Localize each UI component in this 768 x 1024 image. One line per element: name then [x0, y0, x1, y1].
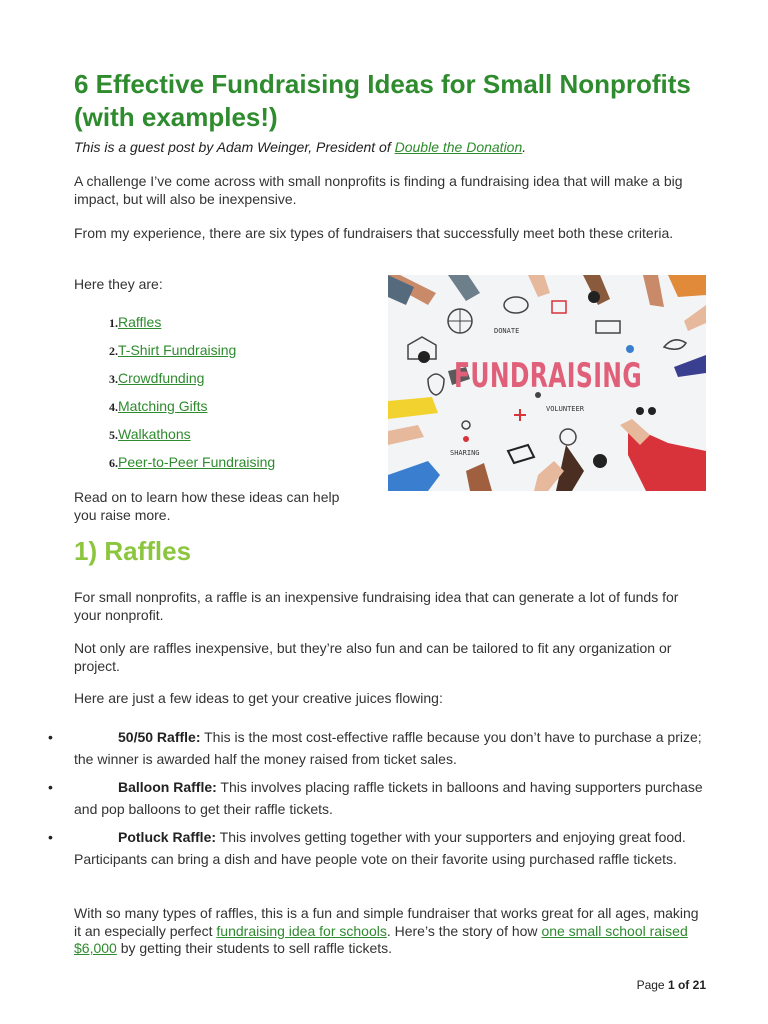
sharing-word: SHARING: [450, 449, 480, 457]
matching-gifts-link[interactable]: Matching Gifts: [118, 398, 208, 414]
raffle-type-name: Balloon Raffle:: [118, 779, 217, 795]
crowdfunding-link[interactable]: Crowdfunding: [118, 370, 205, 386]
double-the-donation-link[interactable]: Double the Donation: [394, 139, 523, 155]
fundraising-drawing: [388, 275, 706, 491]
raffle-type-description: This involves placing raffle tickets in balloons and having supporters purchase and pop balloons to get their raffle tickets.: [74, 779, 703, 817]
list-item: [74, 424, 354, 452]
current-page: 1: [667, 978, 675, 992]
bullet-icon: •: [48, 729, 53, 745]
closing-text-3: by getting their students to sell raffle tickets.: [116, 940, 393, 956]
raffle-type-name: Potluck Raffle:: [118, 829, 217, 845]
page-word: Page: [636, 978, 665, 992]
peer-to-peer-fundraising-link[interactable]: Peer-to-Peer Fundraising: [118, 454, 276, 470]
small-school-raised-link[interactable]: one small school raised $6,000: [74, 922, 688, 956]
intro-paragraph-3: Here they are:: [74, 276, 163, 292]
list-number: 3.: [109, 372, 118, 386]
byline-suffix: .: [522, 139, 527, 155]
page-title: 6 Effective Fundraising Ideas for Small Nonprofits (with examples!): [74, 69, 691, 132]
fundraising-illustration: [388, 275, 706, 491]
of-word: of: [677, 978, 690, 992]
list-item: [48, 726, 708, 770]
closing-text-2: . Here’s the story of how: [386, 922, 542, 939]
list-item: [48, 826, 708, 870]
list-item: [74, 368, 354, 396]
list-number: 6.: [109, 456, 118, 470]
raffle-paragraph-3: Here are just a few ideas to get your creative juices flowing:: [74, 690, 443, 706]
fundraising-ideas-for-schools-link[interactable]: fundraising idea for schools: [216, 922, 387, 939]
t-shirt-fundraising-link[interactable]: T-Shirt Fundraising: [118, 342, 237, 358]
walkathons-link[interactable]: Walkathons: [118, 426, 191, 442]
raffle-paragraph-1: For small nonprofits, a raffle is an inexpensive fundraising idea that can generate a lot of funds for your nonprofit.: [74, 589, 679, 623]
list-number: 5.: [109, 428, 118, 442]
closing-text-1: With so many types of raffles, this is a fun and simple fundraiser that works great for all ages, making it an especially perfect: [74, 905, 699, 939]
raffle-paragraph-2: Not only are raffles inexpensive, but they’re also fun and can be tailored to fit any organization or project.: [74, 640, 672, 674]
read-on-paragraph: Read on to learn how these ideas can help you raise more.: [74, 489, 340, 523]
byline-prefix: This is a guest post by Adam Weinger, President of: [74, 139, 395, 155]
list-item: [48, 776, 708, 820]
bullet-icon: •: [48, 829, 53, 845]
list-number: 4.: [109, 400, 118, 414]
raffle-type-description: This is the most cost-effective raffle because you don’t have to purchase a prize; the winner is awarded half the money raised from ticket sales.: [74, 729, 702, 767]
byline: [74, 139, 526, 155]
section-heading-raffles: 1) Raffles: [74, 536, 192, 566]
bullet-icon: •: [48, 779, 53, 795]
raffle-types-list: [48, 726, 708, 876]
ideas-list: [74, 312, 354, 480]
list-item: [74, 312, 354, 340]
raffle-type-description: This involves getting together with your supporters and enjoying great food. Participants can bring a dish and have people vote on their favorite using purchased raffle tickets.: [74, 829, 686, 867]
volunteer-word: VOLUNTEER: [546, 405, 584, 413]
list-item: [74, 452, 354, 480]
fundraising-word: FUNDRAISING: [454, 356, 642, 396]
donate-word: DONATE: [494, 327, 520, 335]
intro-paragraph-1: A challenge I’ve come across with small nonprofits is finding a fundraising idea that will make a big impact, but will also be inexpensive.: [74, 173, 683, 207]
list-item: [74, 340, 354, 368]
intro-paragraph-2: From my experience, there are six types of fundraisers that successfully meet both these criteria.: [74, 225, 674, 241]
closing-paragraph: [74, 905, 708, 958]
list-number: 2.: [109, 344, 118, 358]
page-number-footer: [637, 978, 706, 992]
list-item: [74, 396, 354, 424]
raffle-type-name: 50/50 Raffle:: [118, 729, 201, 745]
list-number: 1.: [109, 316, 118, 330]
raffles-link[interactable]: Raffles: [118, 314, 162, 330]
total-pages: 21: [692, 978, 706, 992]
